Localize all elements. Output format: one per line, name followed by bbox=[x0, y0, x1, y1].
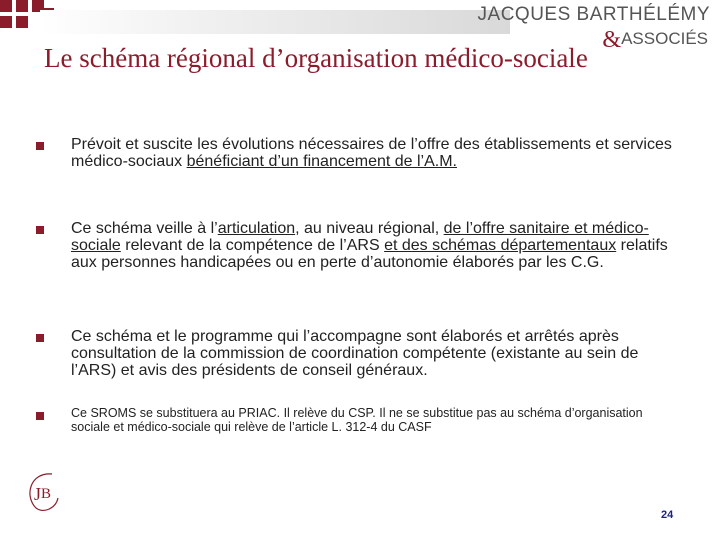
underlined-text: et des schémas départementaux bbox=[384, 237, 617, 254]
bullet-text bbox=[71, 328, 683, 379]
bullet-marker bbox=[36, 226, 44, 234]
logo-line1: JACQUES BARTHÉLÉMY bbox=[477, 4, 710, 25]
svg-text:B: B bbox=[41, 486, 52, 502]
bullet-marker bbox=[36, 412, 44, 420]
logo-associes: ASSOCIÉS bbox=[621, 29, 708, 48]
text-run: Prévoit et suscite les évolutions nécessaires de l’offre des établissements et services médico-sociaux bbox=[71, 136, 672, 170]
text-run: Ce schéma veille à l’ bbox=[71, 220, 218, 237]
page-number: 24 bbox=[661, 509, 674, 521]
bullet-marker bbox=[36, 334, 44, 342]
svg-text:J: J bbox=[34, 484, 42, 504]
slide-title: Le schéma régional d’organisation médico-sociale bbox=[44, 43, 588, 73]
header-band bbox=[40, 10, 510, 34]
underlined-text: articulation bbox=[217, 220, 296, 237]
text-run: relevant de la compétence de l’ARS bbox=[120, 237, 385, 254]
text-run: Ce SROMS se substituera au PRIAC. Il relève du CSP. Il ne se substitue pas au schéma d’organisation sociale et médico-sociale qui relève de l’article L. 312-4 du CASF bbox=[71, 406, 643, 434]
underlined-text: de l’offre sanitaire et médico-sociale bbox=[71, 220, 649, 254]
text-run: , au niveau régional, bbox=[295, 220, 444, 237]
underlined-text: bénéficiant d’un financement de l’A.M. bbox=[186, 153, 457, 170]
logo-ampersand: & bbox=[602, 27, 622, 53]
text-run: Ce schéma et le programme qui l’accompagne sont élaborés et arrêtés après consultation de la commission de coordination compétente (existante au sein de l’ARS) et avis des présidents de conseil généraux. bbox=[71, 328, 639, 379]
bullet-text bbox=[71, 406, 683, 434]
text-run: relatifs aux personnes handicapées ou en perte d’autonomie élaborés par les C.G. bbox=[71, 237, 668, 271]
bullet-text bbox=[71, 136, 683, 170]
bullet-text bbox=[71, 220, 683, 271]
jb-monogram-icon bbox=[22, 468, 62, 514]
bullet-marker bbox=[36, 142, 44, 150]
firm-logo bbox=[477, 4, 714, 53]
